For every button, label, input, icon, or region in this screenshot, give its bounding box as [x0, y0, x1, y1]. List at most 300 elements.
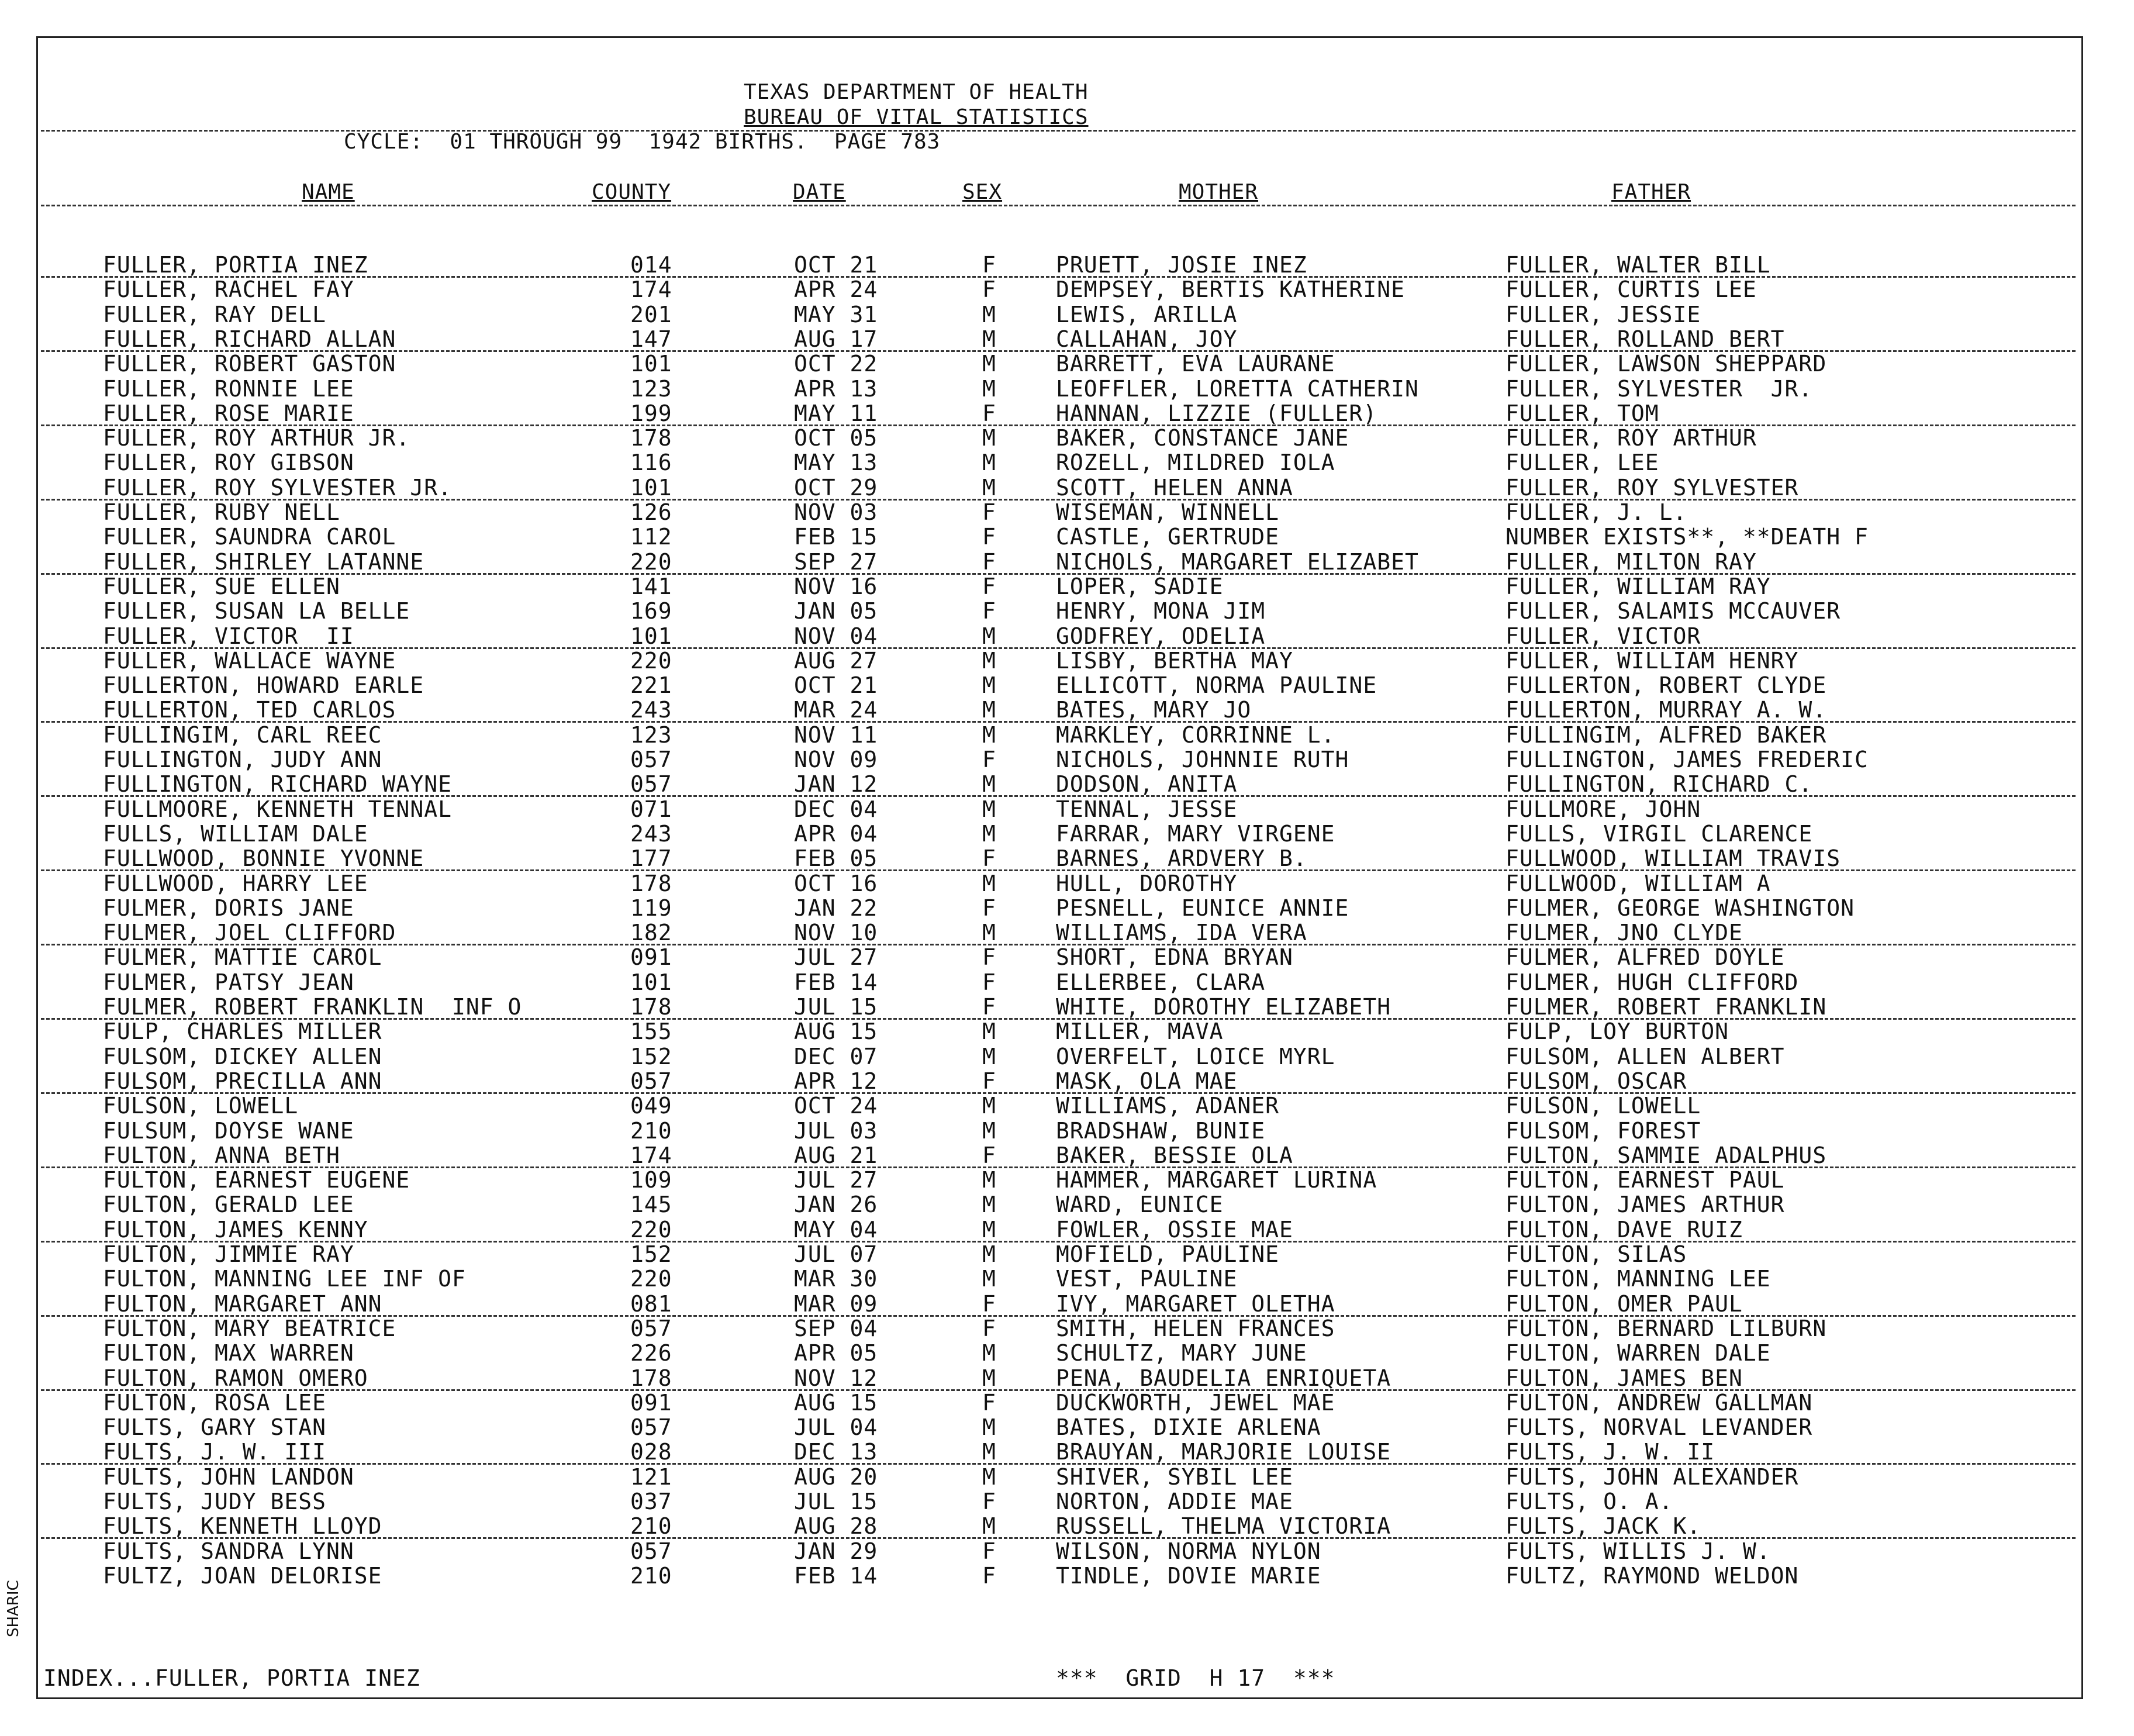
cell-sex: M [982, 771, 996, 798]
cell-mother: BAKER, BESSIE OLA [1056, 1142, 1293, 1168]
cell-sex: M [982, 1043, 996, 1069]
cell-name: FULP, CHARLES MILLER [103, 1019, 382, 1045]
cell-date: SEP 04 [794, 1315, 878, 1341]
cell-name: FULLERTON, TED CARLOS [103, 697, 396, 723]
cell-county: 152 [630, 1241, 672, 1267]
cell-county: 081 [630, 1290, 672, 1317]
table-row [0, 1292, 2134, 1316]
cell-date: APR 12 [794, 1068, 878, 1094]
table-row [0, 1316, 2134, 1341]
table-row [0, 475, 2134, 500]
bureau-title: BUREAU OF VITAL STATISTICS [744, 105, 1089, 129]
cell-father: FULMER, HUGH CLIFFORD [1505, 969, 1799, 995]
cell-date: JUL 04 [794, 1414, 878, 1441]
cell-name: FULMER, PATSY JEAN [103, 969, 354, 995]
cell-sex: M [982, 796, 996, 822]
cell-date: APR 05 [794, 1340, 878, 1366]
cell-father: NUMBER EXISTS**, **DEATH F [1505, 524, 1869, 550]
cell-name: FULTON, MARY BEATRICE [103, 1315, 396, 1341]
cell-name: FULLER, SUE ELLEN [103, 573, 340, 599]
table-row [0, 1341, 2134, 1365]
table-row [0, 772, 2134, 796]
cell-name: FULLWOOD, BONNIE YVONNE [103, 845, 424, 872]
table-row [0, 574, 2134, 599]
cell-father: FULTON, ANDREW GALLMAN [1505, 1389, 1813, 1416]
cell-name: FULLINGTON, JUDY ANN [103, 747, 382, 772]
cell-sex: M [982, 722, 996, 748]
table-row [0, 1415, 2134, 1440]
table-row [0, 1168, 2134, 1192]
cell-mother: BARRETT, EVA LAURANE [1056, 351, 1335, 377]
cell-father: FULTON, DAVE RUIZ [1505, 1216, 1743, 1243]
cell-father: FULLINGTON, JAMES FREDERIC [1505, 747, 1869, 772]
cell-date: MAY 31 [794, 301, 878, 327]
cell-mother: CASTLE, GERTRUDE [1056, 524, 1280, 550]
cell-county: 071 [630, 796, 672, 822]
cell-date: FEB 14 [794, 969, 878, 995]
cell-county: 210 [630, 1562, 672, 1589]
cell-name: FULLINGIM, CARL REEC [103, 722, 382, 748]
cell-mother: WILLIAMS, IDA VERA [1056, 920, 1307, 946]
cell-sex: M [982, 1241, 996, 1267]
cell-name: FULLER, VICTOR II [103, 623, 354, 649]
cell-sex: F [982, 1142, 996, 1168]
cell-sex: M [982, 920, 996, 946]
cell-name: FULSON, LOWELL [103, 1093, 299, 1119]
cell-date: OCT 24 [794, 1093, 878, 1119]
table-row [0, 450, 2134, 475]
cell-father: FULLERTON, MURRAY A. W. [1505, 697, 1827, 723]
cell-mother: FARRAR, MARY VIRGENE [1056, 820, 1335, 847]
cell-father: FULLINGTON, RICHARD C. [1505, 771, 1813, 798]
cell-sex: M [982, 351, 996, 377]
cell-sex: M [982, 697, 996, 723]
cell-mother: IVY, MARGARET OLETHA [1056, 1290, 1335, 1317]
table-row [0, 1019, 2134, 1044]
cell-name: FULLER, SUSAN LA BELLE [103, 598, 410, 624]
cell-mother: DODSON, ANITA [1056, 771, 1238, 798]
column-header-father: FATHER [1611, 180, 1691, 204]
cell-date: AUG 21 [794, 1142, 878, 1168]
cell-father: FULLER, SYLVESTER JR. [1505, 375, 1813, 402]
cell-sex: F [982, 524, 996, 550]
cell-mother: SHORT, EDNA BRYAN [1056, 944, 1293, 971]
cell-father: FULTON, BERNARD LILBURN [1505, 1315, 1827, 1341]
cell-sex: M [982, 1513, 996, 1540]
cell-county: 057 [630, 1315, 672, 1341]
table-row [0, 747, 2134, 772]
cell-date: SEP 27 [794, 548, 878, 575]
table-row [0, 846, 2134, 871]
cell-sex: F [982, 277, 996, 303]
cell-sex: F [982, 944, 996, 971]
cell-mother: BAKER, CONSTANCE JANE [1056, 425, 1349, 451]
cell-mother: PENA, BAUDELIA ENRIQUETA [1056, 1365, 1391, 1391]
cell-father: FULTON, JAMES BEN [1505, 1365, 1743, 1391]
cell-sex: F [982, 747, 996, 772]
cell-county: 226 [630, 1340, 672, 1366]
table-row [0, 1390, 2134, 1415]
cell-county: 119 [630, 895, 672, 921]
cell-county: 116 [630, 450, 672, 476]
cell-county: 101 [630, 969, 672, 995]
cell-mother: HAMMER, MARGARET LURINA [1056, 1167, 1377, 1193]
cell-sex: F [982, 1315, 996, 1341]
cell-county: 178 [630, 994, 672, 1020]
side-label: SHARIC [5, 1580, 22, 1637]
table-row [0, 1489, 2134, 1514]
cell-father: FULTON, OMER PAUL [1505, 1290, 1743, 1317]
cell-name: FULLERTON, HOWARD EARLE [103, 672, 424, 699]
cell-father: FULLMORE, JOHN [1505, 796, 1701, 822]
cell-name: FULTON, MAX WARREN [103, 1340, 354, 1366]
cell-mother: MILLER, MAVA [1056, 1019, 1224, 1045]
cell-sex: F [982, 845, 996, 872]
cell-mother: DUCKWORTH, JEWEL MAE [1056, 1389, 1335, 1416]
cell-father: FULSOM, OSCAR [1505, 1068, 1687, 1094]
cell-father: FULLINGIM, ALFRED BAKER [1505, 722, 1827, 748]
cell-father: FULTON, WARREN DALE [1505, 1340, 1771, 1366]
cell-mother: BRADSHAW, BUNIE [1056, 1117, 1266, 1144]
table-row [0, 401, 2134, 426]
cell-mother: LISBY, BERTHA MAY [1056, 647, 1293, 674]
table-row [0, 1366, 2134, 1390]
cell-father: FULTS, JOHN ALEXANDER [1505, 1464, 1799, 1490]
cell-sex: M [982, 1464, 996, 1490]
cell-sex: F [982, 1068, 996, 1094]
cell-mother: WARD, EUNICE [1056, 1192, 1224, 1218]
cell-mother: HULL, DOROTHY [1056, 870, 1238, 896]
agency-title: TEXAS DEPARTMENT OF HEALTH [744, 80, 1089, 104]
cell-date: DEC 04 [794, 796, 878, 822]
cell-father: FULLER, LEE [1505, 450, 1659, 476]
cell-father: FULTON, MANNING LEE [1505, 1266, 1771, 1292]
cell-date: JAN 29 [794, 1538, 878, 1564]
cell-county: 141 [630, 573, 672, 599]
cell-father: FULSOM, ALLEN ALBERT [1505, 1043, 1785, 1069]
cell-county: 243 [630, 697, 672, 723]
cell-father: FULLER, SALAMIS MCCAUVER [1505, 598, 1841, 624]
cell-sex: M [982, 326, 996, 352]
cell-sex: M [982, 1216, 996, 1243]
cell-sex: M [982, 1340, 996, 1366]
cell-mother: BATES, MARY JO [1056, 697, 1252, 723]
cell-name: FULLER, WALLACE WAYNE [103, 647, 396, 674]
cell-name: FULLER, SHIRLEY LATANNE [103, 548, 424, 575]
cell-county: 057 [630, 1068, 672, 1094]
cell-date: FEB 14 [794, 1562, 878, 1589]
cell-father: FULTS, JACK K. [1505, 1513, 1701, 1540]
cell-father: FULLER, LAWSON SHEPPARD [1505, 351, 1827, 377]
cell-date: JAN 05 [794, 598, 878, 624]
cell-father: FULLER, CURTIS LEE [1505, 277, 1757, 303]
cell-father: FULTON, SILAS [1505, 1241, 1687, 1267]
table-row [0, 524, 2134, 549]
cell-county: 174 [630, 1142, 672, 1168]
cell-date: MAR 30 [794, 1266, 878, 1292]
cell-mother: CALLAHAN, JOY [1056, 326, 1238, 352]
cell-county: 057 [630, 1414, 672, 1441]
table-row [0, 277, 2134, 302]
cell-name: FULTON, RAMON OMERO [103, 1365, 368, 1391]
cell-mother: GODFREY, ODELIA [1056, 623, 1266, 649]
cell-date: NOV 09 [794, 747, 878, 772]
table-row [0, 1069, 2134, 1093]
cell-mother: SCHULTZ, MARY JUNE [1056, 1340, 1307, 1366]
cell-father: FULLWOOD, WILLIAM A [1505, 870, 1771, 896]
cell-county: 243 [630, 820, 672, 847]
cell-county: 210 [630, 1117, 672, 1144]
cell-name: FULTON, JAMES KENNY [103, 1216, 368, 1243]
table-row [0, 822, 2134, 846]
cell-county: 155 [630, 1019, 672, 1045]
cell-father: FULMER, ROBERT FRANKLIN [1505, 994, 1827, 1020]
table-row [0, 871, 2134, 896]
cell-date: MAY 13 [794, 450, 878, 476]
cell-date: JUL 03 [794, 1117, 878, 1144]
cell-sex: F [982, 1538, 996, 1564]
cell-sex: M [982, 1167, 996, 1193]
cell-sex: F [982, 252, 996, 278]
cell-father: FULLER, ROY ARTHUR [1505, 425, 1757, 451]
table-row [0, 351, 2134, 376]
cell-father: FULTS, O. A. [1505, 1489, 1673, 1514]
cell-sex: M [982, 820, 996, 847]
cell-sex: M [982, 1266, 996, 1292]
cell-name: FULTS, KENNETH LLOYD [103, 1513, 382, 1540]
cell-county: 221 [630, 672, 672, 699]
cell-mother: SMITH, HELEN FRANCES [1056, 1315, 1335, 1341]
cell-date: OCT 21 [794, 672, 878, 699]
cell-father: FULMER, GEORGE WASHINGTON [1505, 895, 1855, 921]
table-row [0, 550, 2134, 574]
cell-mother: SHIVER, SYBIL LEE [1056, 1464, 1293, 1490]
cell-county: 210 [630, 1513, 672, 1540]
cell-father: FULSON, LOWELL [1505, 1093, 1701, 1119]
cell-date: APR 04 [794, 820, 878, 847]
cell-father: FULLER, J. L. [1505, 499, 1687, 525]
cell-county: 178 [630, 870, 672, 896]
cell-sex: M [982, 1414, 996, 1441]
cell-mother: BRAUYAN, MARJORIE LOUISE [1056, 1439, 1391, 1465]
cell-date: FEB 15 [794, 524, 878, 550]
cell-name: FULLER, RAY DELL [103, 301, 327, 327]
table-row [0, 1564, 2134, 1588]
cell-name: FULSUM, DOYSE WANE [103, 1117, 354, 1144]
cell-county: 057 [630, 747, 672, 772]
cell-date: NOV 10 [794, 920, 878, 946]
cell-mother: HANNAN, LIZZIE (FULLER) [1056, 400, 1377, 426]
table-row [0, 797, 2134, 822]
cell-name: FULMER, MATTIE CAROL [103, 944, 382, 971]
cell-date: DEC 13 [794, 1439, 878, 1465]
cell-sex: M [982, 870, 996, 896]
table-row [0, 1119, 2134, 1143]
cell-mother: NORTON, ADDIE MAE [1056, 1489, 1293, 1514]
cell-sex: F [982, 400, 996, 426]
cell-date: NOV 04 [794, 623, 878, 649]
cell-name: FULLER, RACHEL FAY [103, 277, 354, 303]
cell-date: DEC 07 [794, 1043, 878, 1069]
cell-name: FULTON, MANNING LEE INF OF [103, 1266, 466, 1292]
cell-date: JUL 07 [794, 1241, 878, 1267]
cell-father: FULLWOOD, WILLIAM TRAVIS [1505, 845, 1841, 872]
cell-name: FULLER, SAUNDRA CAROL [103, 524, 396, 550]
cell-date: AUG 28 [794, 1513, 878, 1540]
cell-date: MAY 11 [794, 400, 878, 426]
cell-date: AUG 15 [794, 1019, 878, 1045]
column-header-name: NAME [302, 180, 355, 204]
cell-sex: M [982, 301, 996, 327]
cell-sex: M [982, 1192, 996, 1218]
table-row [0, 500, 2134, 524]
cell-date: NOV 12 [794, 1365, 878, 1391]
table-row [0, 327, 2134, 351]
cell-mother: PESNELL, EUNICE ANNIE [1056, 895, 1349, 921]
cell-name: FULSOM, DICKEY ALLEN [103, 1043, 382, 1069]
cell-father: FULLER, VICTOR [1505, 623, 1701, 649]
cell-county: 174 [630, 277, 672, 303]
cell-date: MAR 09 [794, 1290, 878, 1317]
table-row [0, 1093, 2134, 1118]
cell-mother: PRUETT, JOSIE INEZ [1056, 252, 1307, 278]
cell-mother: ELLERBEE, CLARA [1056, 969, 1266, 995]
cell-mother: BATES, DIXIE ARLENA [1056, 1414, 1321, 1441]
cell-mother: BARNES, ARDVERY B. [1056, 845, 1307, 872]
cell-mother: TINDLE, DOVIE MARIE [1056, 1562, 1321, 1589]
cell-county: 152 [630, 1043, 672, 1069]
cell-name: FULLER, RUBY NELL [103, 499, 340, 525]
cell-father: FULLERTON, ROBERT CLYDE [1505, 672, 1827, 699]
table-row [0, 995, 2134, 1019]
cell-mother: WILLIAMS, ADANER [1056, 1093, 1280, 1119]
cell-mother: SCOTT, HELEN ANNA [1056, 474, 1293, 501]
cell-date: AUG 20 [794, 1464, 878, 1490]
cell-father: FULP, LOY BURTON [1505, 1019, 1729, 1045]
cell-mother: WILSON, NORMA NYLON [1056, 1538, 1321, 1564]
cell-mother: RUSSELL, THELMA VICTORIA [1056, 1513, 1391, 1540]
cell-sex: F [982, 598, 996, 624]
cell-county: 121 [630, 1464, 672, 1490]
cell-date: FEB 05 [794, 845, 878, 872]
cell-name: FULTS, JOHN LANDON [103, 1464, 354, 1490]
cell-county: 177 [630, 845, 672, 872]
cell-date: OCT 21 [794, 252, 878, 278]
cell-sex: M [982, 1365, 996, 1391]
cell-name: FULLER, ROSE MARIE [103, 400, 354, 426]
cell-mother: ROZELL, MILDRED IOLA [1056, 450, 1335, 476]
cell-father: FULLER, ROY SYLVESTER [1505, 474, 1799, 501]
cell-mother: OVERFELT, LOICE MYRL [1056, 1043, 1335, 1069]
table-row [0, 1242, 2134, 1266]
cell-sex: M [982, 1117, 996, 1144]
cell-date: APR 24 [794, 277, 878, 303]
cell-date: JUL 15 [794, 1489, 878, 1514]
cell-name: FULTON, EARNEST EUGENE [103, 1167, 410, 1193]
cell-mother: FOWLER, OSSIE MAE [1056, 1216, 1293, 1243]
cell-date: NOV 11 [794, 722, 878, 748]
cell-sex: F [982, 1290, 996, 1317]
cell-county: 091 [630, 1389, 672, 1416]
table-row [0, 1465, 2134, 1489]
table-row [0, 624, 2134, 648]
cell-name: FULLER, ROBERT GASTON [103, 351, 396, 377]
cell-county: 147 [630, 326, 672, 352]
index-line: INDEX...FULLER, PORTIA INEZ [43, 1665, 420, 1691]
cell-sex: M [982, 425, 996, 451]
cycle-line: CYCLE: 01 THROUGH 99 1942 BIRTHS. PAGE 783 [344, 130, 941, 154]
cell-county: 014 [630, 252, 672, 278]
cell-date: JAN 26 [794, 1192, 878, 1218]
cell-county: 178 [630, 425, 672, 451]
cell-name: FULTON, GERALD LEE [103, 1192, 354, 1218]
cell-father: FULTS, WILLIS J. W. [1505, 1538, 1771, 1564]
cell-name: FULMER, ROBERT FRANKLIN INF O [103, 994, 522, 1020]
cell-mother: NICHOLS, MARGARET ELIZABET [1056, 548, 1419, 575]
cell-county: 049 [630, 1093, 672, 1119]
table-row [0, 1266, 2134, 1291]
cell-mother: WISEMAN, WINNELL [1056, 499, 1280, 525]
table-row [0, 599, 2134, 623]
cell-father: FULTS, J. W. II [1505, 1439, 1715, 1465]
cell-county: 220 [630, 1216, 672, 1243]
cell-name: FULTON, ANNA BETH [103, 1142, 340, 1168]
cell-county: 101 [630, 474, 672, 501]
table-row [0, 698, 2134, 722]
cell-date: NOV 03 [794, 499, 878, 525]
cell-father: FULMER, ALFRED DOYLE [1505, 944, 1785, 971]
cell-father: FULTON, EARNEST PAUL [1505, 1167, 1785, 1193]
cell-name: FULLER, PORTIA INEZ [103, 252, 368, 278]
cell-county: 169 [630, 598, 672, 624]
cell-date: MAY 04 [794, 1216, 878, 1243]
table-row [0, 1539, 2134, 1564]
cell-father: FULTON, SAMMIE ADALPHUS [1505, 1142, 1827, 1168]
cell-date: JUL 27 [794, 1167, 878, 1193]
cell-sex: F [982, 1489, 996, 1514]
cell-sex: M [982, 672, 996, 699]
cell-name: FULLER, ROY GIBSON [103, 450, 354, 476]
cell-father: FULTZ, RAYMOND WELDON [1505, 1562, 1799, 1589]
cell-name: FULLER, RICHARD ALLAN [103, 326, 396, 352]
cell-name: FULTON, MARGARET ANN [103, 1290, 382, 1317]
cell-county: 057 [630, 1538, 672, 1564]
cell-mother: ELLICOTT, NORMA PAULINE [1056, 672, 1377, 699]
table-row [0, 970, 2134, 995]
cell-name: FULMER, DORIS JANE [103, 895, 354, 921]
cell-father: FULSOM, FOREST [1505, 1117, 1701, 1144]
cell-county: 028 [630, 1439, 672, 1465]
cell-father: FULLER, TOM [1505, 400, 1659, 426]
cell-county: 178 [630, 1365, 672, 1391]
column-header-mother: MOTHER [1179, 180, 1259, 204]
cell-county: 123 [630, 375, 672, 402]
cell-name: FULLINGTON, RICHARD WAYNE [103, 771, 452, 798]
cell-sex: F [982, 1389, 996, 1416]
table-row [0, 723, 2134, 747]
cell-mother: LEWIS, ARILLA [1056, 301, 1238, 327]
cell-father: FULLER, WILLIAM RAY [1505, 573, 1771, 599]
cell-sex: F [982, 499, 996, 525]
cell-name: FULLWOOD, HARRY LEE [103, 870, 368, 896]
cell-date: AUG 15 [794, 1389, 878, 1416]
cell-father: FULLER, JESSIE [1505, 301, 1701, 327]
cell-county: 109 [630, 1167, 672, 1193]
cell-name: FULLER, ROY ARTHUR JR. [103, 425, 410, 451]
cell-name: FULLER, RONNIE LEE [103, 375, 354, 402]
cell-date: NOV 16 [794, 573, 878, 599]
cell-date: OCT 29 [794, 474, 878, 501]
